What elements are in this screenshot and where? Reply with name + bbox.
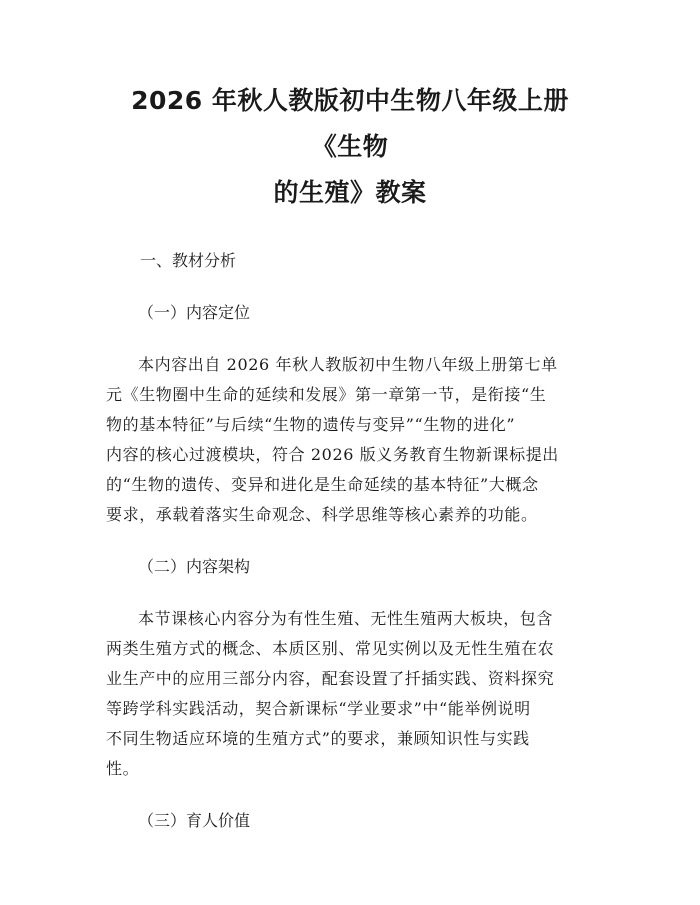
title-line-1: 2026 年秋人教版初中生物八年级上册《生物: [131, 86, 569, 161]
paragraph-line: 元《生物圈中生命的延续和发展》第一章第一节，是衔接“生: [106, 385, 547, 404]
title-line-2: 的生殖》教案: [273, 178, 427, 207]
paragraph-line: 的“生物的遗传、变异和进化是生命延续的基本特征”大概念: [106, 475, 539, 494]
paragraph-line: 本节课核心内容分为有性生殖、无性生殖两大板块，包含: [138, 609, 554, 628]
subsection-heading-educational-value: （三）育人价值: [138, 811, 251, 830]
section-heading-textbook-analysis: 一、教材分析: [140, 251, 237, 270]
subsection-heading-content-structure: （二）内容架构: [138, 557, 251, 576]
paragraph-line: 物的基本特征”与后续“生物的遗传与变异”“生物的进化”: [106, 415, 516, 434]
paragraph-line: 本内容出自 2026 年秋人教版初中生物八年级上册第七单: [138, 355, 558, 374]
paragraph-content-positioning: [106, 350, 594, 530]
subsection-heading-content-positioning: （一）内容定位: [138, 303, 251, 322]
document-title: [106, 78, 594, 216]
paragraph-line: 性。: [106, 759, 140, 778]
paragraph-line: 内容的核心过渡模块，符合 2026 版义务教育生物新课标提出: [106, 445, 559, 464]
paragraph-line: 要求，承载着落实生命观念、科学思维等核心素养的功能。: [106, 505, 538, 524]
paragraph-content-structure: [106, 604, 594, 784]
paragraph-line: 业生产中的应用三部分内容，配套设置了扦插实践、资料探究: [106, 669, 555, 688]
paragraph-line: 不同生物适应环境的生殖方式”的要求，兼顾知识性与实践: [106, 729, 530, 748]
paragraph-line: 两类生殖方式的概念、本质区别、常见实例以及无性生殖在农: [106, 639, 555, 658]
paragraph-line: 等跨学科实践活动，契合新课标“学业要求”中“能举例说明: [106, 699, 531, 718]
